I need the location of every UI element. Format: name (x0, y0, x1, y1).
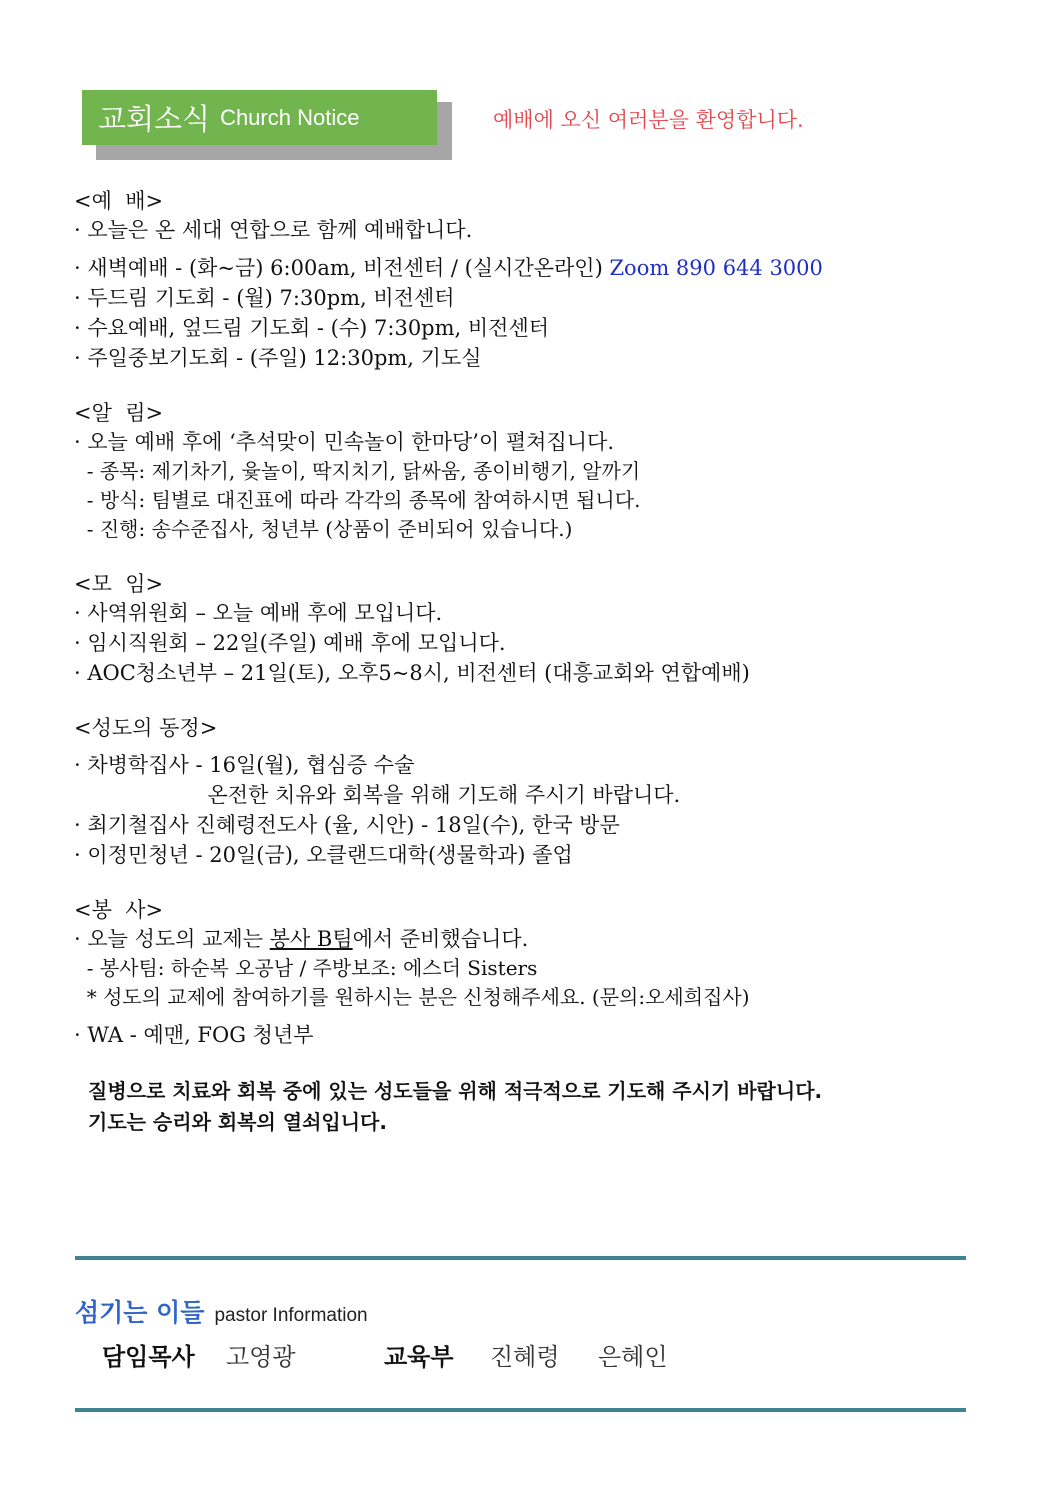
notice-heading: <알 림> (74, 401, 164, 425)
notice-line: · 오늘 예배 후에 ‘추석맞이 민속놀이 한마당’이 펼쳐집니다. (74, 430, 615, 454)
staff-title-korean: 섬기는 이들 (75, 1298, 205, 1327)
worship-heading: <예 배> (74, 189, 164, 213)
worship-line: · 새벽예배 - (화~금) 6:00am, 비전센터 / (실시간온라인) Zoom 890 644 3000 (74, 256, 823, 280)
meetings-line: · 사역위원회 – 오늘 예배 후에 모입니다. (74, 601, 443, 625)
staff-title-english: pastor Information (214, 1305, 368, 1326)
notice-sub: - 방식: 팀별로 대진표에 따라 각각의 종목에 참여하시면 됩니다. (74, 488, 641, 512)
service-sub: * 성도의 교제에 참여하기를 원하시는 분은 신청해주세요. (문의:오세희집사) (74, 985, 750, 1009)
education-name: 은혜인 (598, 1343, 668, 1371)
education-role: 교육부 (384, 1343, 454, 1371)
divider-bottom (75, 1408, 966, 1412)
notice-sub: - 종목: 제기차기, 윷놀이, 딱지치기, 닭싸움, 종이비행기, 알까기 (74, 459, 641, 483)
service-sub: - 봉사팀: 하순복 오공남 / 주방보조: 에스더 Sisters (74, 956, 538, 980)
title-korean: 교회소식 (98, 102, 211, 136)
meetings-heading: <모 임> (74, 572, 164, 596)
members-line: 온전한 치유와 회복을 위해 기도해 주시기 바랍니다. (74, 783, 681, 807)
meetings-line: · AOC청소년부 – 21일(토), 오후5~8시, 비전센터 (대흥교회와 연합예배) (74, 661, 750, 685)
notice-sub: - 진행: 송수준집사, 청년부 (상품이 준비되어 있습니다.) (74, 517, 573, 541)
meetings-line: · 임시직원회 – 22일(주일) 예배 후에 모입니다. (74, 631, 506, 655)
title-badge (82, 90, 437, 145)
education-name: 진혜령 (490, 1343, 560, 1371)
members-line: · 차병학집사 - 16일(월), 협심증 수술 (74, 753, 415, 777)
service-line: · 오늘 성도의 교제는 봉사 B팀에서 준비했습니다. (74, 927, 529, 951)
welcome-message: 예배에 오신 여러분을 환영합니다. (493, 108, 804, 132)
service-team: 봉사 B팀 (269, 927, 353, 951)
prayer-request: 질병으로 치료와 회복 중에 있는 성도들을 위해 적극적으로 기도해 주시기 바랍니다. (88, 1079, 823, 1103)
service-heading: <봉 사> (74, 898, 164, 922)
title-english: Church Notice (220, 104, 360, 130)
staff-heading (75, 1293, 368, 1329)
worship-line: · 두드림 기도회 - (월) 7:30pm, 비전센터 (74, 286, 455, 310)
worship-line: · 오늘은 온 세대 연합으로 함께 예배합니다. (74, 218, 473, 242)
zoom-id: Zoom 890 644 3000 (609, 256, 823, 280)
members-heading: <성도의 동정> (74, 716, 218, 740)
worship-line: · 주일중보기도회 - (주일) 12:30pm, 기도실 (74, 346, 482, 370)
senior-pastor-name: 고영광 (226, 1343, 296, 1371)
members-line: · 최기철집사 진혜령전도사 (율, 시안) - 18일(수), 한국 방문 (74, 813, 620, 837)
worship-line: · 수요예배, 엎드림 기도회 - (수) 7:30pm, 비전센터 (74, 316, 550, 340)
divider-top (75, 1256, 966, 1260)
service-line: · WA - 예맨, FOG 청년부 (74, 1023, 314, 1047)
notice-content (74, 187, 974, 1138)
members-line: · 이정민청년 - 20일(금), 오클랜드대학(생물학과) 졸업 (74, 843, 573, 867)
senior-pastor-role: 담임목사 (102, 1343, 195, 1371)
prayer-request: 기도는 승리와 회복의 열쇠입니다. (88, 1110, 387, 1134)
